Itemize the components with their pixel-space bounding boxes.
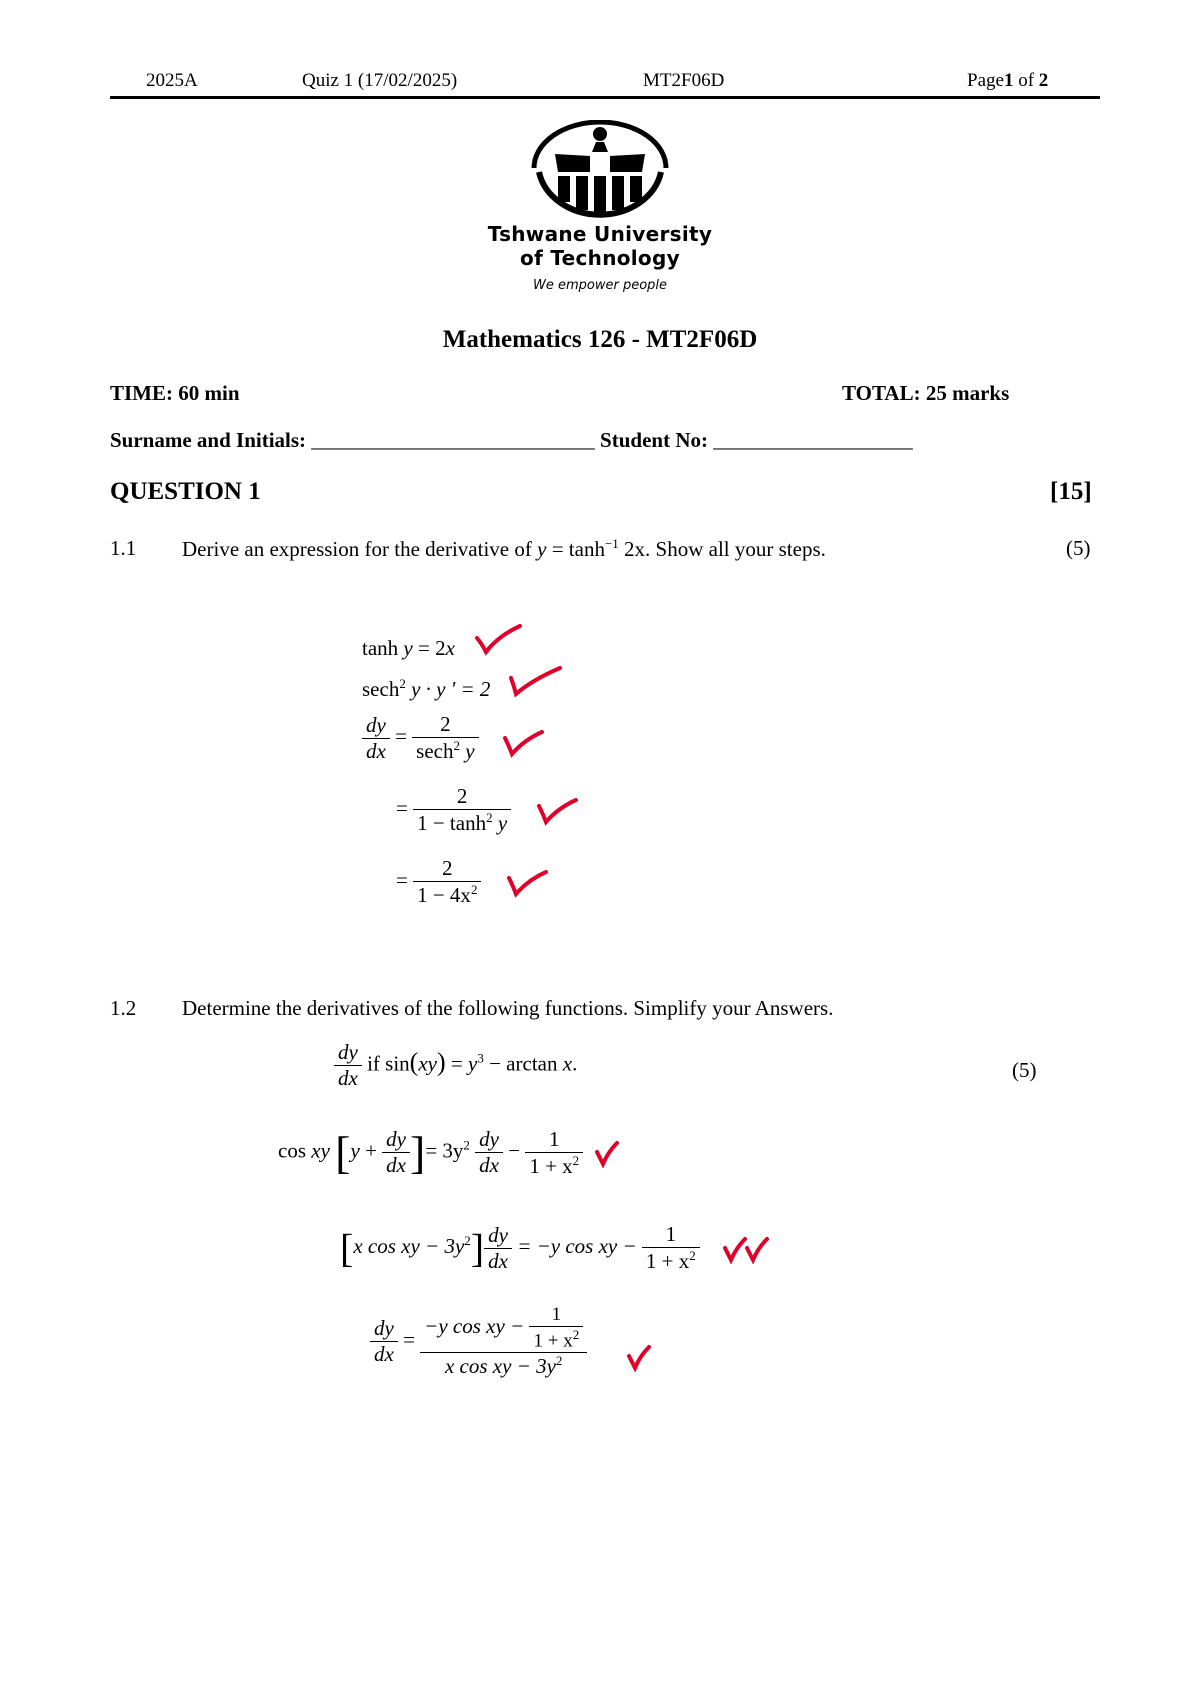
q1-1-step3: $\frac{dy}{dx}$ = $\frac{2}{\sec h^2 y}$ xyxy=(362,712,479,764)
q1-1-step1: tanh y = 2x xyxy=(362,636,455,660)
check-mark-icon xyxy=(508,664,564,698)
question-heading: QUESTION 1 xyxy=(110,478,261,505)
student-no-label: Student No: xyxy=(600,428,708,452)
total-label: TOTAL: 25 marks xyxy=(842,381,1010,405)
identity-line xyxy=(110,428,913,453)
header-quiz: Quiz 1 (17/02/2025) xyxy=(302,70,458,91)
check-mark-icon xyxy=(474,622,524,656)
surname-label: Surname and Initials: xyxy=(110,428,307,452)
time-label: TIME: 60 min xyxy=(110,381,240,405)
check-mark-icon xyxy=(594,1140,620,1168)
q1-2-prompt: $\frac{dy}{dx}$ if $\sin(xy) = y^3 - \arctan x$. xyxy=(334,1040,577,1091)
check-mark-icon xyxy=(536,796,580,826)
student-no-field[interactable]: ___________________ xyxy=(713,428,913,452)
header-code: MT2F06D xyxy=(643,70,725,91)
check-mark-icon xyxy=(502,728,546,758)
header-term: 2025A xyxy=(146,70,198,91)
q1-2-text: Determine the derivatives of the following functions. Simplify your Answers. xyxy=(182,996,834,1020)
surname-field[interactable]: ___________________________ xyxy=(311,428,595,452)
q1-1-number: 1.1 xyxy=(110,536,137,560)
q1-2-marks: (5) xyxy=(1012,1058,1037,1082)
university-logo xyxy=(430,120,770,310)
logo-line1: Tshwane University xyxy=(487,222,713,246)
tut-emblem-icon xyxy=(430,120,770,220)
page-title: Mathematics 126 - MT2F06D xyxy=(442,326,758,353)
q1-2-step1: cos xy [y + $\frac{dy}{dx}$ ]= $3y^2$ $\frac{dy}{dx}$ − $\frac{1}{1 + x^2}$ xyxy=(278,1126,583,1179)
q1-1-step5: = $\frac{2}{1 - 4x^2}$ xyxy=(396,856,481,908)
logo-motto: We empower people xyxy=(532,278,668,293)
q1-2-step3: $\frac{dy}{dx}$ = −y cos xy − $\frac{1}{1 + x^2}$ x cos xy − $3y^2$ xyxy=(370,1304,587,1379)
header-page: Page1 of 2 xyxy=(967,70,1049,91)
q1-1-text: Derive an expression for the derivative of $y = \tanh^{-1} 2x$. Show all your steps. xyxy=(182,536,826,561)
question-marks: [15] xyxy=(1050,478,1092,505)
check-mark-icon xyxy=(626,1344,652,1372)
logo-line2: of Technology xyxy=(520,246,680,270)
q1-1-step4: = $\frac{2}{1 - \tanh^2 y}$ xyxy=(396,784,511,836)
q1-2-number: 1.2 xyxy=(110,996,137,1020)
q1-2-step2: [x cos xy − $3y^2$] $\frac{dy}{dx}$ = −y cos xy − $\frac{1}{1 + x^2}$ xyxy=(340,1222,700,1274)
check-mark-icon xyxy=(506,868,550,898)
header-rule xyxy=(110,96,1100,99)
q1-1-step2: sech$^2$ y · y ' = 2 xyxy=(362,676,491,701)
q1-1-marks: (5) xyxy=(1066,536,1091,560)
double-check-mark-icon xyxy=(722,1236,772,1264)
